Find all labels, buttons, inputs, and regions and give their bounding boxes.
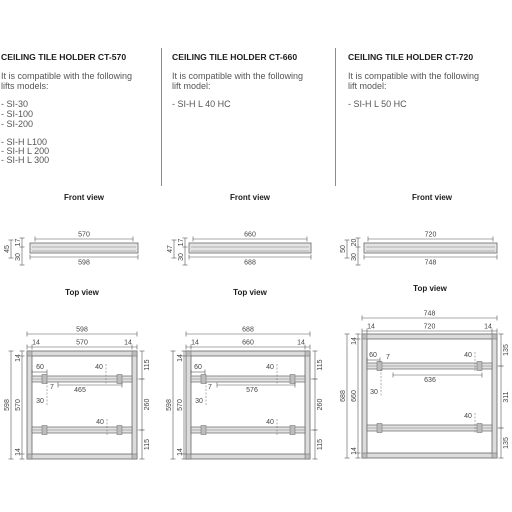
frame-corner xyxy=(27,454,32,459)
frame-corner xyxy=(186,351,191,356)
front-zone-label: 135 xyxy=(502,344,510,356)
offset-40-front-label: 40 xyxy=(464,352,472,359)
model-list-item: - SI-200 xyxy=(1,119,34,129)
model-list-item: - SI-H L100 xyxy=(1,137,48,147)
rail-clamp xyxy=(117,426,122,435)
middle-zone-label: 311 xyxy=(502,391,510,403)
offset-40-rear-label: 40 xyxy=(266,419,274,426)
inner-width-label: 720 xyxy=(424,231,437,239)
offset-40-front-label: 40 xyxy=(266,364,274,371)
offset-7-label: 7 xyxy=(50,384,54,391)
left-margin-label: 14 xyxy=(32,339,40,347)
bottom-height-label: 30 xyxy=(350,253,358,261)
inner-width-label: 570 xyxy=(78,231,90,239)
offset-7-label: 7 xyxy=(386,354,390,361)
model-list-item: - SI-30 xyxy=(1,99,29,109)
left-margin-label: 14 xyxy=(367,323,375,331)
rail-clamp xyxy=(201,426,206,435)
offset-60-label: 60 xyxy=(194,364,202,371)
model-list-item: - SI-H L 50 HC xyxy=(348,99,407,109)
product-drawing-set xyxy=(166,193,324,459)
model-list-item: - SI-H L 40 HC xyxy=(172,99,231,109)
frame-corner xyxy=(492,334,497,339)
outer-width-label: 688 xyxy=(244,259,256,267)
top-view-drawing xyxy=(4,327,151,460)
rail-clamp xyxy=(377,424,382,433)
bottom-margin-label: 14 xyxy=(350,447,358,455)
inner-width-label: 660 xyxy=(242,339,254,347)
bottom-height-label: 30 xyxy=(177,253,185,261)
top-view-heading: Top view xyxy=(413,284,447,293)
rear-zone-label: 115 xyxy=(316,438,324,451)
offset-30-label: 30 xyxy=(370,389,378,396)
right-margin-label: 14 xyxy=(124,339,132,347)
front-view-heading: Front view xyxy=(411,193,453,202)
frame-corner xyxy=(132,351,137,356)
top-margin-label: 14 xyxy=(14,354,22,362)
product-drawing-set xyxy=(4,193,151,459)
holder-profile xyxy=(30,243,138,253)
offset-60-label: 60 xyxy=(36,364,44,371)
top-height-label: 17 xyxy=(14,238,22,247)
right-margin-label: 14 xyxy=(484,323,492,331)
top-height-label: 17 xyxy=(177,238,185,247)
model-list-item: - SI-H L 200 xyxy=(1,146,50,156)
offset-7-label: 7 xyxy=(208,384,212,391)
offset-40-rear-label: 40 xyxy=(96,419,104,426)
top-margin-label: 14 xyxy=(176,354,184,362)
outer-depth-label: 688 xyxy=(339,390,347,402)
product-title: CEILING TILE HOLDER CT-720 xyxy=(348,52,474,62)
total-height-label: 50 xyxy=(339,245,347,253)
top-height-label: 20 xyxy=(350,238,358,247)
offset-30-label: 30 xyxy=(36,398,44,405)
frame-corner xyxy=(362,453,367,458)
outer-width-label: 748 xyxy=(424,259,437,267)
outer-width-label: 688 xyxy=(242,326,254,334)
middle-zone-label: 260 xyxy=(143,398,151,411)
rail-clamp xyxy=(477,362,482,371)
rail-clamp xyxy=(42,426,47,435)
right-margin-label: 14 xyxy=(297,339,305,347)
rail-clamp xyxy=(477,424,482,433)
compatibility-text: It is compatible with the following xyxy=(348,71,480,81)
rail-clamp xyxy=(290,426,295,435)
model-list-item: - SI-100 xyxy=(1,109,34,119)
outer-depth-label: 598 xyxy=(165,399,173,411)
rail-clamp xyxy=(290,375,295,384)
left-margin-label: 14 xyxy=(191,339,199,347)
product-title: CEILING TILE HOLDER CT-570 xyxy=(1,52,127,62)
offset-30-label: 30 xyxy=(195,398,203,405)
rail-span-label: 576 xyxy=(246,387,258,394)
rail-clamp xyxy=(42,375,47,384)
frame-corner xyxy=(305,454,310,459)
compatibility-text: It is compatible with the following xyxy=(172,71,304,81)
rail-span-label: 636 xyxy=(424,377,436,384)
top-view-heading: Top view xyxy=(233,288,267,297)
front-view-heading: Front view xyxy=(63,193,105,202)
rail-span-label: 465 xyxy=(74,387,86,394)
compatibility-text: lift model: xyxy=(172,81,211,91)
outer-width-label: 598 xyxy=(76,326,88,334)
top-margin-label: 14 xyxy=(350,337,358,345)
compatibility-text: lift model: xyxy=(348,81,387,91)
inner-depth-label: 660 xyxy=(350,390,358,402)
offset-40-front-label: 40 xyxy=(95,364,103,371)
outer-width-label: 598 xyxy=(78,259,90,267)
inner-width-label: 660 xyxy=(244,231,256,239)
front-view-drawing xyxy=(4,232,138,267)
offset-40-rear-label: 40 xyxy=(464,413,472,420)
product-drawing-set xyxy=(340,193,510,458)
inner-depth-label: 570 xyxy=(14,399,22,411)
bottom-height-label: 30 xyxy=(14,253,22,261)
frame-corner xyxy=(186,454,191,459)
frame-corner xyxy=(27,351,32,356)
total-height-label: 45 xyxy=(3,245,11,253)
frame-inner-edge xyxy=(191,356,305,454)
middle-zone-label: 260 xyxy=(316,398,324,411)
product-title: CEILING TILE HOLDER CT-660 xyxy=(172,52,298,62)
compatibility-text: lifts models: xyxy=(1,81,49,91)
outer-width-label: 748 xyxy=(423,310,436,318)
model-list-item: - SI-H L 300 xyxy=(1,155,50,165)
inner-width-label: 720 xyxy=(423,323,436,331)
top-view-heading: Top view xyxy=(65,288,99,297)
inner-width-label: 570 xyxy=(76,339,88,347)
frame-corner xyxy=(362,334,367,339)
frame-corner xyxy=(305,351,310,356)
rear-zone-label: 135 xyxy=(502,437,510,449)
offset-60-label: 60 xyxy=(369,352,377,359)
rail-clamp xyxy=(117,375,122,384)
front-view-drawing xyxy=(340,232,497,267)
front-zone-label: 115 xyxy=(143,359,151,371)
inner-depth-label: 570 xyxy=(176,399,184,411)
front-view-heading: Front view xyxy=(229,193,271,202)
frame-corner xyxy=(132,454,137,459)
top-view-drawing xyxy=(166,327,324,460)
holder-profile xyxy=(189,243,311,253)
total-height-label: 47 xyxy=(166,245,174,253)
frame-corner xyxy=(492,453,497,458)
rear-zone-label: 115 xyxy=(143,438,151,451)
front-view-drawing xyxy=(167,232,311,267)
compatibility-text: It is compatible with the following xyxy=(1,71,133,81)
front-zone-label: 115 xyxy=(316,359,324,371)
outer-depth-label: 598 xyxy=(3,399,11,411)
top-view-drawing xyxy=(340,311,510,459)
bottom-margin-label: 14 xyxy=(14,448,22,456)
holder-profile xyxy=(364,243,497,253)
bottom-margin-label: 14 xyxy=(176,448,184,456)
rail-clamp xyxy=(201,375,206,384)
